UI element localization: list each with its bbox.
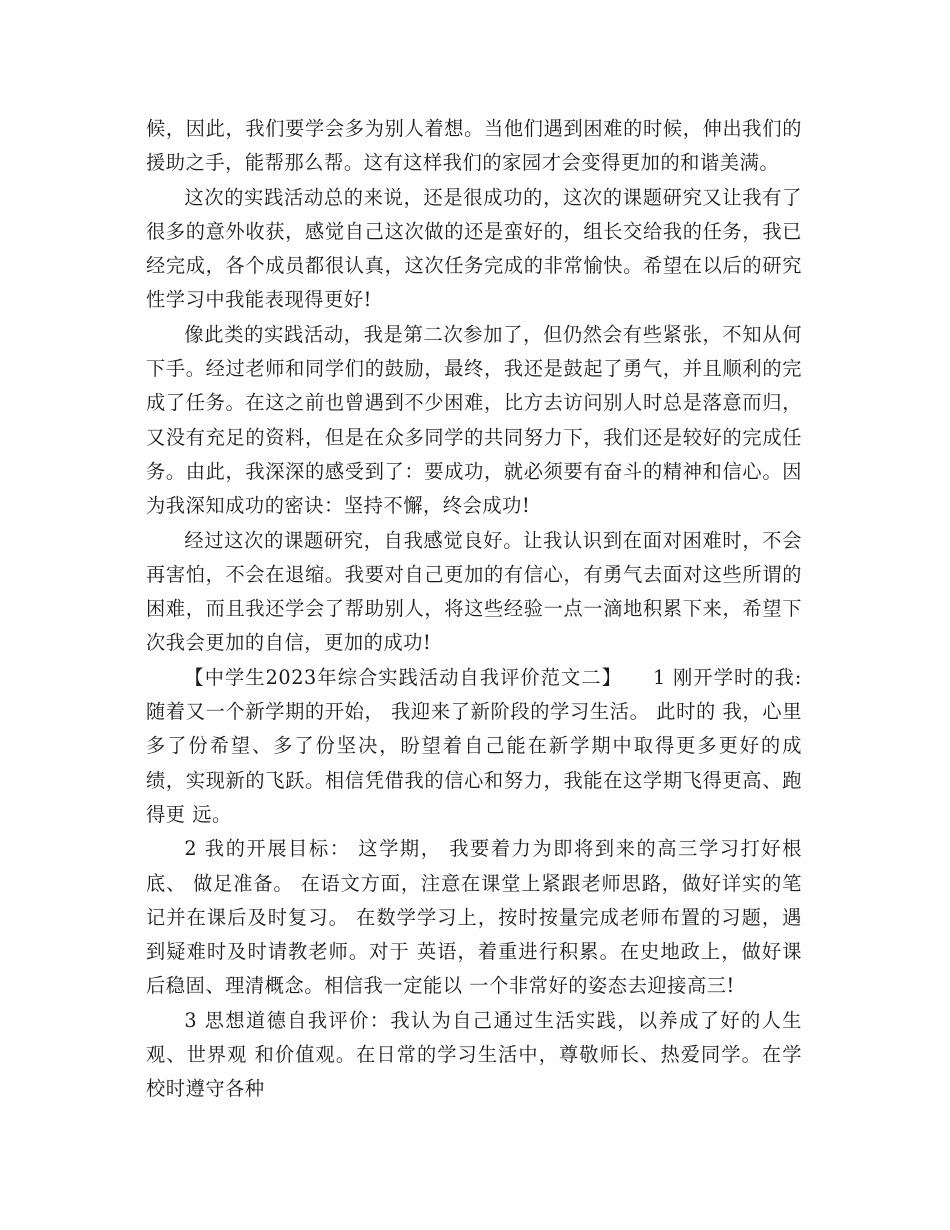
paragraph-moral-self-evaluation: 3 思想道德自我评价：我认为自己通过生活实践，以养成了好的人生观、世界观 和价值观。在日常的学习生活中，尊敬师长、热爱同学。在学校时遵守各种 (146, 1008, 802, 1101)
paragraph-activity-summary: 这次的实践活动总的来说，还是很成功的，这次的课题研究又让我有了很多的意外收获，感觉自己这次做的还是蛮好的，组长交给我的任务，我已经完成，各个成员都很认真，这次任务完成的非常愉快。希望在以后的研究性学习中我能表现得更好! (146, 185, 802, 312)
paragraph-second-participation: 像此类的实践活动，我是第二次参加了，但仍然会有些紧张，不知从何下手。经过老师和同学们的鼓励，最终，我还是鼓起了勇气，并且顺利的完成了任务。在这之前也曾遇到不少困难，比方去访问别人时总是落意而归，又没有充足的资料，但是在众多同学的共同努力下，我们还是较好的完成任务。由此，我深深的感受到了：要成功，就必须要有奋斗的精神和信心。因为我深知成功的密诀：坚持不懈，终会成功! (146, 322, 802, 518)
document-body (146, 112, 802, 1107)
paragraph-development-goals: 2 我的开展目标： 这学期， 我要着力为即将到来的高三学习打好根底、 做足准备。 在语文方面，注意在课堂上紧跟老师思路，做好详实的笔记并在课后及时复习。 在数学学习上，按时按量完成老师布置的习题，遇到疑难时及时请教老师。对于 英语，着重进行积累。在史地政上，做好课后稳固、理清概念。相信我一定能以 一个非常好的姿态去迎接高三! (146, 837, 802, 998)
paragraph-sample-two-intro: 【中学生2023年综合实践活动自我评价范文二】 1 刚开学时的我:随着又一个新学期的开始， 我迎来了新阶段的学习生活。 此时的 我，心里多了份希望、多了份坚决，盼望着自己能在新学期中取得更多更好的成 绩，实现新的飞跃。相信凭借我的信心和努力，我能在这学期飞得更高、跑得更 远。 (146, 665, 802, 826)
paragraph-continuation: 候，因此，我们要学会多为别人着想。当他们遇到困难的时候，伸出我们的援助之手，能帮那么帮。这有这样我们的家园才会变得更加的和谐美满。 (146, 117, 802, 175)
paragraph-research-reflection: 经过这次的课题研究，自我感觉良好。让我认识到在面对困难时，不会再害怕，不会在退缩。我要对自己更加的有信心，有勇气去面对这些所谓的困难，而且我还学会了帮助别人，将这些经验一点一滴地积累下来，希望下次我会更加的自信，更加的成功! (146, 528, 802, 655)
